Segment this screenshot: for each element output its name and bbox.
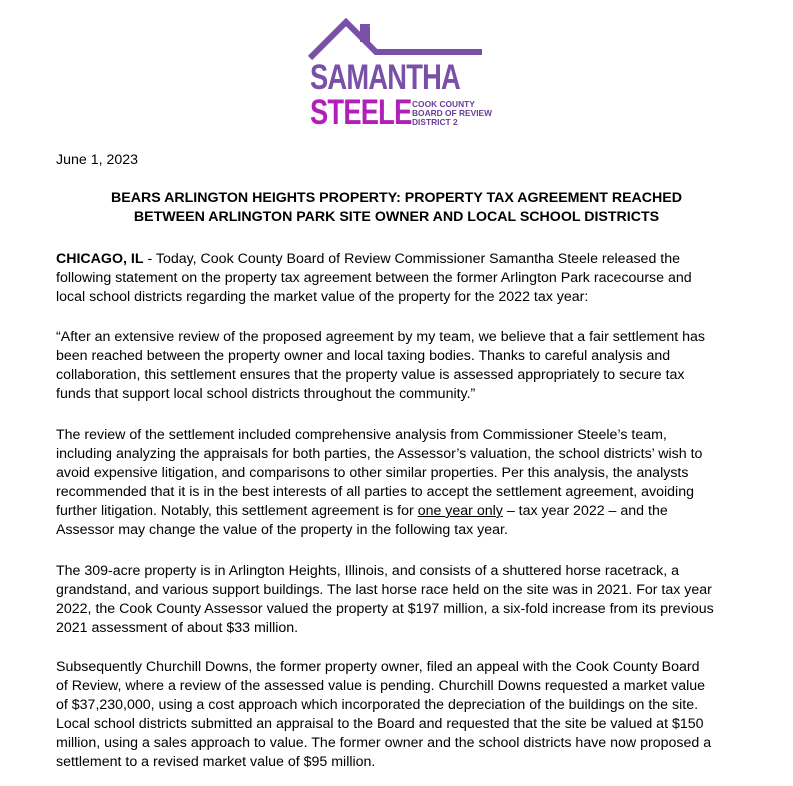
paragraph-line: Local school districts submitted an appraisal to the Board and requested that the site be valued at $150	[56, 716, 704, 732]
paragraph-line: settlement to a revised market value of $95 million.	[56, 754, 376, 770]
paragraph-line: 2021 assessment of about $33 million.	[56, 620, 299, 636]
paragraph-line: grandstand, and various support buildings. The last horse race held on the site was in 2021. For tax year	[56, 582, 712, 598]
paragraph-line: The review of the settlement included comprehensive analysis from Commissioner Steele’s team,	[56, 427, 667, 443]
paragraph-intro	[56, 250, 746, 307]
line-text: - Today, Cook County Board of Review Commissioner Samantha Steele released the	[143, 251, 681, 267]
paragraph-line	[56, 250, 746, 269]
dateline: CHICAGO, IL	[56, 251, 144, 267]
logo-subtitle	[412, 100, 492, 128]
line-text: – tax year 2022 – and the	[502, 503, 668, 519]
paragraph-line: of $37,230,000, using a cost approach which incorporated the depreciation of the buildings on the site.	[56, 697, 699, 713]
logo-sub-line: BOARD OF REVIEW	[412, 108, 493, 119]
paragraph-line: following statement on the property tax agreement between the former Arlington Park racecourse and	[56, 270, 692, 286]
paragraph-line: funds that support local school districts throughout the community.”	[56, 386, 476, 402]
logo-sub-line: COOK COUNTY	[412, 99, 475, 109]
logo-name-last: STEELE	[310, 93, 412, 132]
paragraph-line: The 309-acre property is in Arlington Heights, Illinois, and consists of a shuttered horse racetrack, a	[56, 563, 679, 579]
logo-name-first: SAMANTHA	[310, 58, 460, 97]
paragraph-line	[56, 502, 746, 521]
paragraph-line: Assessor may change the value of the property in the following tax year.	[56, 522, 508, 538]
paragraph-property	[56, 562, 746, 638]
headline-line: BETWEEN ARLINGTON PARK SITE OWNER AND LOCAL SCHOOL DISTRICTS	[133, 209, 660, 225]
paragraph-line: been reached between the property owner and local taxing bodies. Thanks to careful analysis and	[56, 348, 671, 364]
paragraph-line: million, using a sales approach to value. The former owner and the school districts have now proposed a	[56, 735, 712, 751]
headline	[40, 189, 753, 227]
paragraph-line: 2022, the Cook County Assessor valued the property at $197 million, a six-fold increase from its previous	[56, 601, 714, 617]
paragraph-line: including analyzing the appraisals for both parties, the Assessor’s valuation, the school districts’ wish to	[56, 446, 703, 462]
paragraph-line: “After an extensive review of the proposed agreement by my team, we believe that a fair settlement has	[56, 329, 706, 345]
paragraph-quote	[56, 328, 746, 404]
paragraph-appeal	[56, 658, 746, 772]
headline-line: BEARS ARLINGTON HEIGHTS PROPERTY: PROPERTY TAX AGREEMENT REACHED	[111, 190, 682, 206]
paragraph-review	[56, 426, 746, 540]
campaign-logo	[306, 16, 493, 132]
line-text: further litigation. Notably, this settlement agreement is for	[56, 503, 418, 519]
paragraph-line: collaboration, this settlement ensures that the property value is assessed appropriately to secure tax	[56, 367, 685, 383]
paragraph-line: local school districts regarding the market value of the property for the 2022 tax year:	[56, 289, 589, 305]
release-date: June 1, 2023	[56, 152, 139, 168]
paragraph-line: avoid expensive litigation, and comparisons to other similar properties. Per this analysis, the analysts	[56, 465, 689, 481]
paragraph-line: Subsequently Churchill Downs, the former property owner, filed an appeal with the Cook County Board	[56, 659, 700, 675]
logo-sub-line: DISTRICT 2	[412, 117, 458, 128]
underlined-text: one year only	[417, 503, 503, 519]
paragraph-line: of Review, where a review of the assessed value is pending. Churchill Downs requested a market value	[56, 678, 706, 694]
paragraph-line: recommended that it is in the best interests of all parties to accept the settlement agreement, avoiding	[56, 484, 694, 500]
